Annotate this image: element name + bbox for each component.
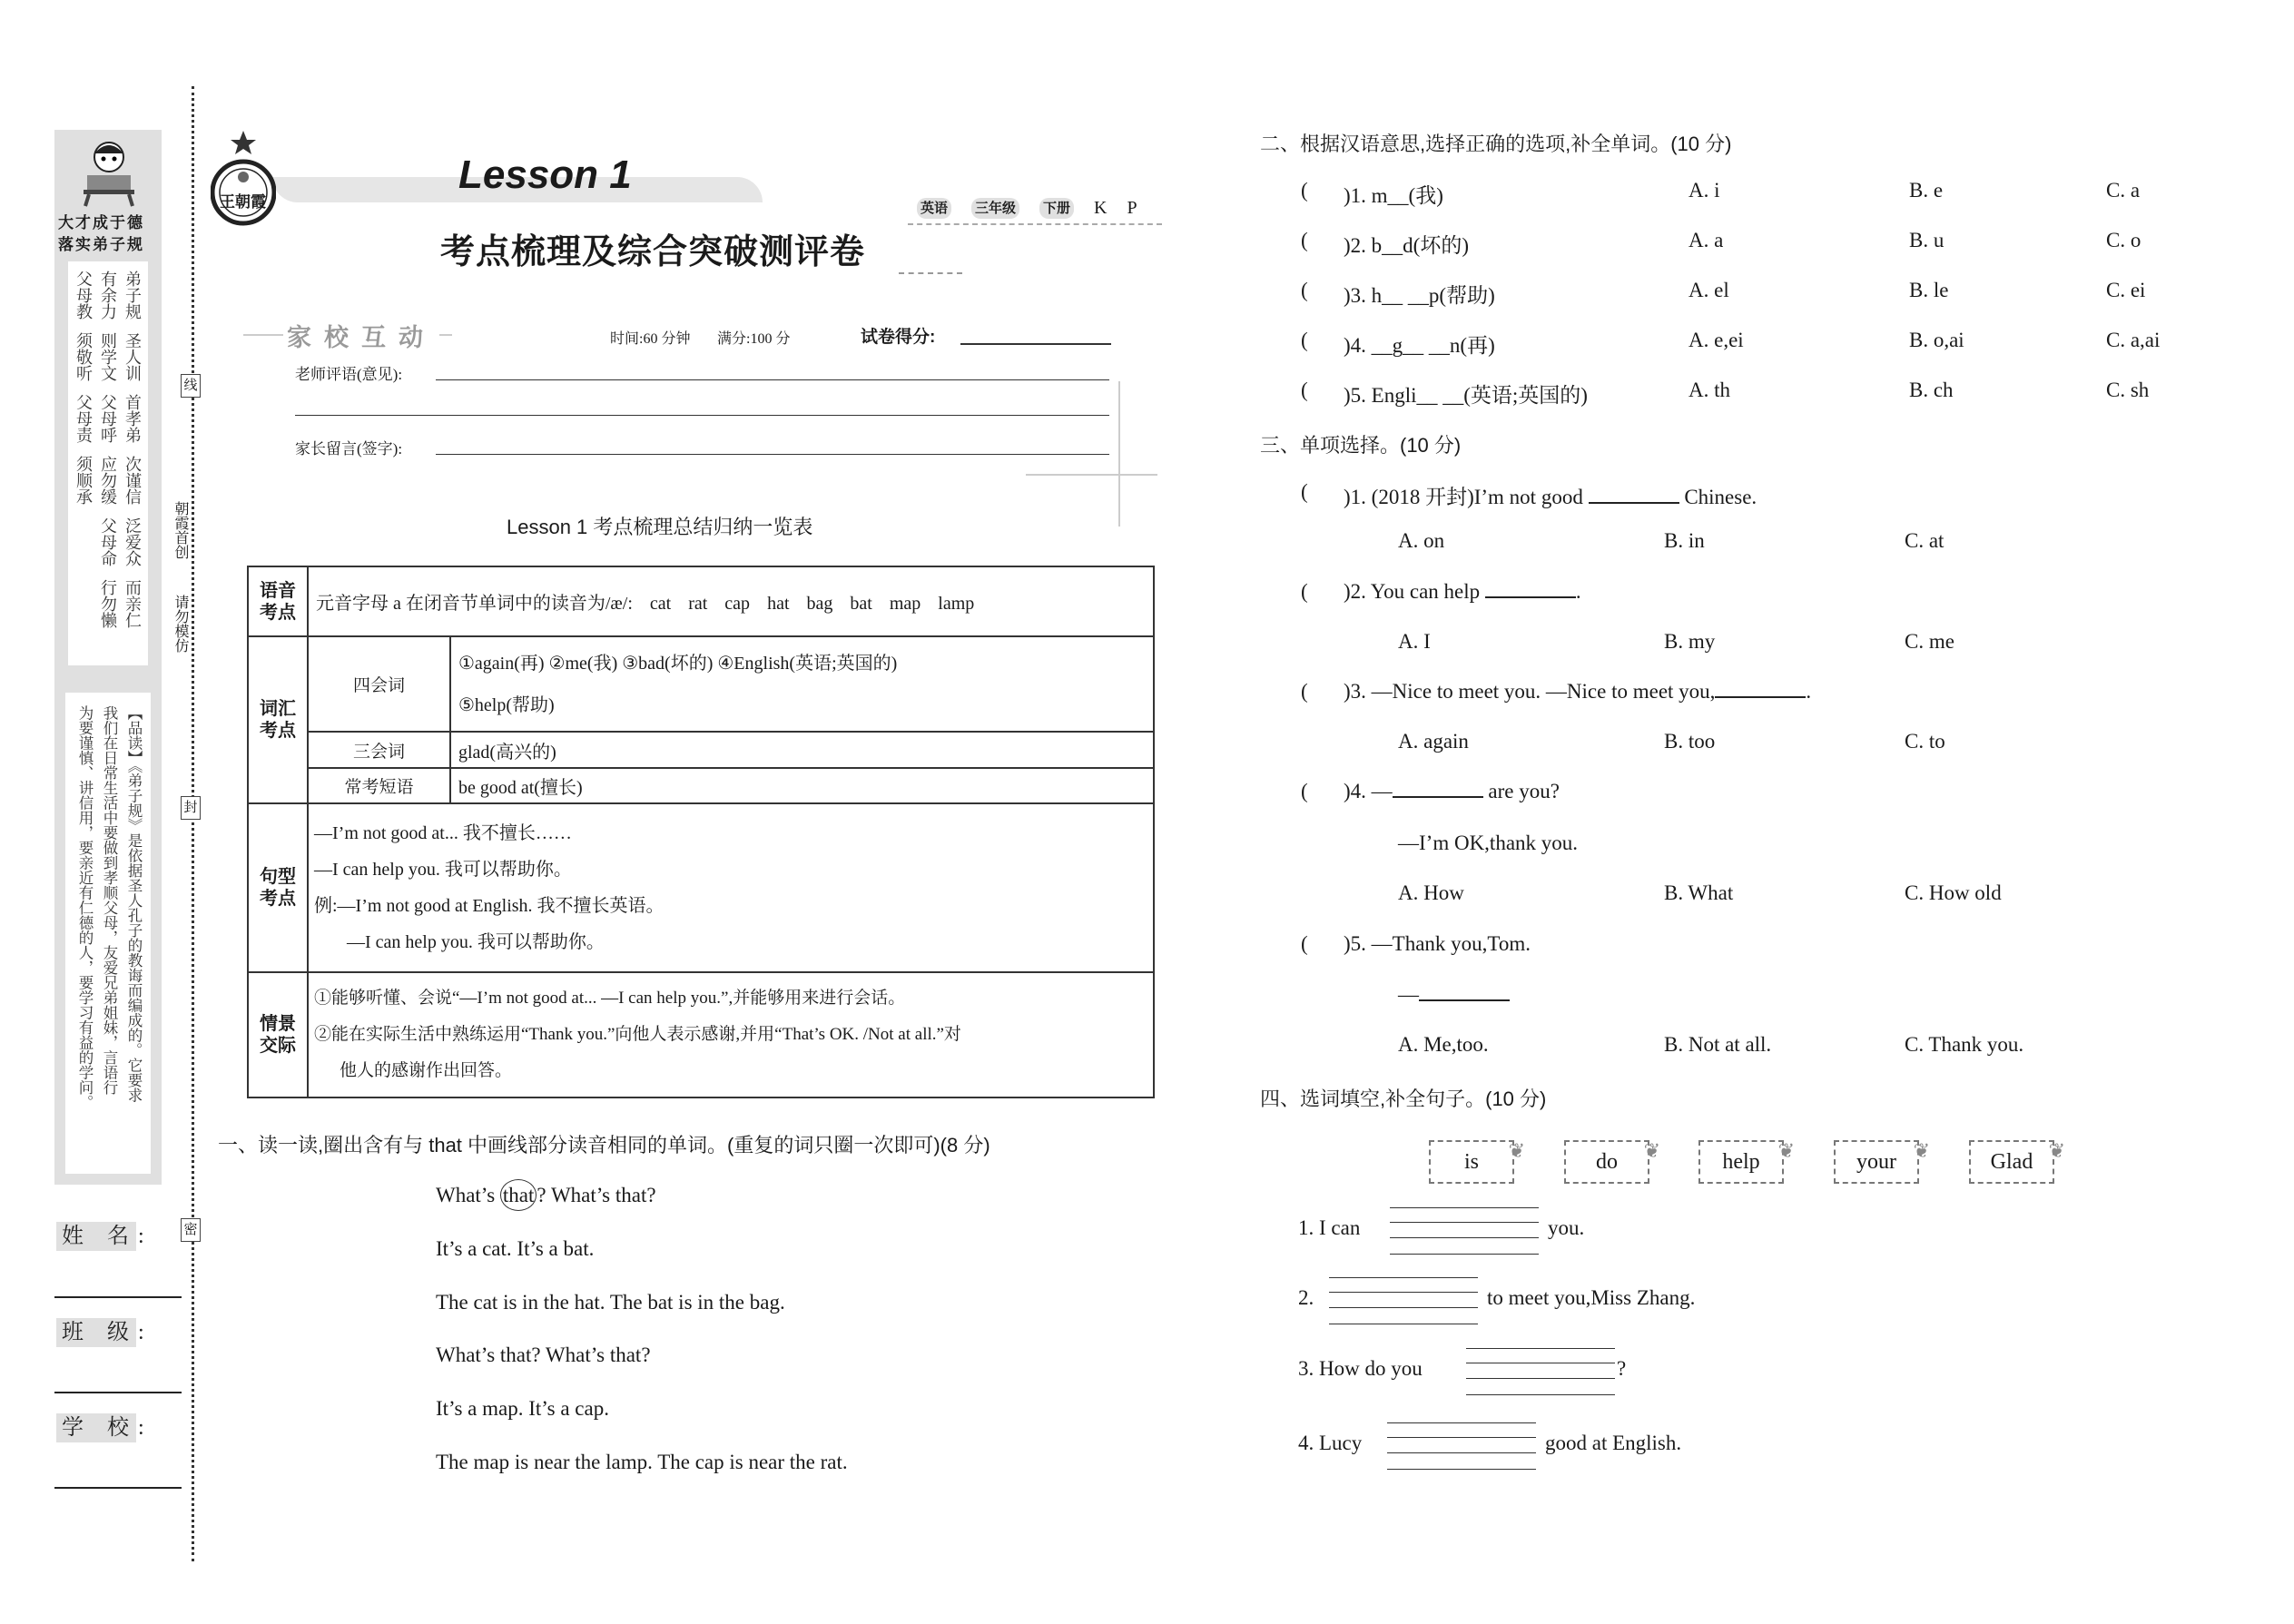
sentence-line: —I’m not good at... 我不擅长……	[314, 823, 572, 843]
vocab-value: glad(高兴的)	[450, 732, 1154, 768]
poem-group: 则学文	[99, 332, 117, 381]
question-text: )3. h__ __p(帮助)	[1344, 284, 1495, 307]
option-b: B. Not at all.	[1664, 1033, 1772, 1056]
answer-bracket[interactable]: (	[1301, 179, 1308, 202]
pindu-box	[65, 693, 151, 1174]
cut-label: 密	[181, 1218, 201, 1242]
tag-k: K	[1094, 198, 1108, 218]
school-label: 学 校:	[56, 1413, 136, 1442]
question-text: )2. You can help .	[1344, 580, 1581, 603]
poem-box	[68, 261, 148, 665]
word-choice: your ❦	[1834, 1140, 1919, 1184]
poem-group: 圣人训	[123, 332, 142, 381]
question-text: )3. —Nice to meet you. —Nice to meet you, .	[1344, 680, 1812, 703]
school-field[interactable]	[54, 1487, 182, 1489]
phonics-word: lamp	[938, 594, 975, 614]
word-choice: is ❦	[1429, 1140, 1514, 1184]
tag-volume: 下册	[1039, 198, 1074, 219]
circled-word: that	[500, 1179, 537, 1211]
pindu-line: 为要谨慎、讲信用，要亲近有仁德的人，要学习有益的学问。	[76, 705, 94, 1110]
situation-label: 情景交际	[248, 972, 308, 1097]
sprout-icon: ❦	[1777, 1139, 1795, 1162]
option-c: C. How old	[1905, 881, 2002, 904]
option-b: B. u	[1909, 229, 1944, 251]
option-c: C. o	[2106, 229, 2141, 251]
option-a: A. el	[1689, 279, 1729, 301]
answer-bracket[interactable]: (	[1301, 580, 1308, 603]
answer-bracket[interactable]: (	[1301, 932, 1308, 955]
option-a: A. e,ei	[1689, 329, 1744, 351]
option-b: B. le	[1909, 279, 1949, 301]
answer-bracket[interactable]: (	[1301, 329, 1308, 351]
pindu-line: 【品读】《弟子规》是依据圣人孔子的教诲而编成的。它要求	[125, 705, 143, 1103]
part1-line[interactable]: What’s that? What’s that?	[436, 1343, 651, 1366]
writing-lines[interactable]	[1390, 1207, 1539, 1255]
cut-line	[192, 86, 194, 1561]
poem-group: 而亲仁	[123, 579, 142, 628]
poem-group: 应勿缓	[99, 456, 117, 505]
answer-bracket[interactable]: (	[1301, 229, 1308, 251]
phonics-text: 元音字母 a 在闭音节单词中的读音为/æ/:	[316, 594, 633, 614]
tag-subject: 英语	[917, 198, 951, 219]
question-text: )5. Engli__ __(英语;英国的)	[1344, 384, 1588, 407]
option-b: B. o,ai	[1909, 329, 1964, 351]
sentence-line: 例:—I’m not good at English. 我不擅长英语。	[314, 896, 665, 916]
cut-label: 线	[181, 374, 201, 398]
word-choice: Glad ❦	[1969, 1140, 2054, 1184]
fill-sentence: you.	[1548, 1216, 1585, 1239]
poem-column	[123, 271, 143, 641]
question-reply: —	[1398, 983, 1510, 1007]
margin-note: 请勿模仿	[172, 595, 188, 653]
part1-line[interactable]: The map is near the lamp. The cap is near the rat.	[436, 1451, 848, 1473]
class-label: 班 级:	[56, 1318, 136, 1347]
question-text: )1. (2018 开封)I’m not good Chinese.	[1344, 486, 1757, 508]
writing-lines[interactable]	[1329, 1277, 1478, 1324]
name-label: 姓 名:	[56, 1222, 136, 1251]
vocab-key: 常考短语	[308, 768, 450, 803]
fill-sentence: 4. Lucy	[1298, 1432, 1363, 1454]
option-c: C. at	[1905, 529, 1944, 552]
option-c: C. sh	[2106, 379, 2150, 401]
phonics-word: bag	[806, 594, 833, 614]
poem-group: 有余力	[99, 271, 117, 320]
phonics-word: bat	[850, 594, 872, 614]
score-field[interactable]	[960, 343, 1111, 345]
option-c: C. me	[1905, 630, 1954, 653]
situation-line: ①能够听懂、会说“—I’m not good at... —I can help you.”,并能够用来进行会话。	[314, 989, 906, 1008]
option-b: B. What	[1664, 881, 1734, 904]
part1-line[interactable]: The cat is in the hat. The bat is in the bag.	[436, 1291, 785, 1314]
phonics-word: hat	[767, 594, 790, 614]
book-tags	[917, 198, 1137, 219]
option-c: C. to	[1905, 730, 1945, 753]
poem-group: 须敬听	[74, 332, 93, 381]
option-b: B. in	[1664, 529, 1705, 552]
poem-group: 泛爱众	[123, 517, 142, 566]
part1-line[interactable]: It’s a cat. It’s a bat.	[436, 1237, 595, 1260]
lesson-title: Lesson 1	[458, 153, 632, 197]
option-a: A. How	[1398, 881, 1464, 904]
poem-group: 须顺承	[74, 456, 93, 505]
option-c: C. Thank you.	[1905, 1033, 2024, 1056]
vocab-label: 词汇考点	[248, 636, 308, 803]
decor-line	[1118, 381, 1120, 527]
poem-group: 父母呼	[99, 394, 117, 443]
poem-column	[74, 271, 94, 517]
tag-p: P	[1127, 198, 1137, 218]
slogan-2: 落实弟子规	[58, 236, 144, 253]
sprout-icon: ❦	[1508, 1139, 1525, 1162]
poem-group: 父母教	[74, 271, 93, 320]
sidebar-panel	[54, 130, 162, 1185]
option-c: C. a,ai	[2106, 329, 2161, 351]
poem-group: 父母命	[99, 517, 117, 566]
logo	[211, 127, 276, 245]
summary-title: Lesson 1 考点梳理总结归纳一览表	[507, 516, 813, 538]
parent-comment-label: 家长留言(签字):	[295, 440, 403, 458]
answer-bracket[interactable]: (	[1301, 680, 1308, 703]
answer-bracket[interactable]: (	[1301, 379, 1308, 401]
fill-sentence: 2.	[1298, 1286, 1314, 1309]
part3-heading: 三、单项选择。(10 分)	[1260, 434, 1462, 457]
summary-table	[247, 566, 1155, 1098]
question-reply: —I’m OK,thank you.	[1398, 832, 1579, 854]
phonics-word: cap	[724, 594, 751, 614]
sprout-icon: ❦	[1913, 1139, 1930, 1162]
option-a: A. on	[1398, 529, 1445, 552]
option-c: C. a	[2106, 179, 2141, 202]
poem-column	[98, 271, 118, 641]
time-limit: 时间:60 分钟	[610, 331, 691, 347]
part2-heading: 二、根据汉语意思,选择正确的选项,补全单词。(10 分)	[1260, 133, 1732, 155]
answer-bracket[interactable]: (	[1301, 480, 1308, 503]
option-a: A. I	[1398, 630, 1431, 653]
vocab-value: ①again(再) ②me(我) ③bad(坏的) ④English(英语;英国的) ⑤help(帮助)	[450, 636, 1154, 732]
writing-lines[interactable]	[1466, 1348, 1615, 1395]
option-b: B. ch	[1909, 379, 1954, 401]
part4-heading: 四、选词填空,补全句子。(10 分)	[1260, 1088, 1547, 1110]
writing-lines[interactable]	[1387, 1422, 1536, 1470]
situation-line: 他人的感谢作出回答。	[340, 1061, 513, 1080]
situation-line: ②能在实际生活中熟练运用“Thank you.”向他人表示感谢,并用“That’s OK. /Not at all.”对	[314, 1025, 961, 1044]
part1-heading: 一、读一读,圈出含有与 that 中画线部分读音相同的单词。(重复的词只圈一次即可)(8 分)	[218, 1134, 990, 1156]
sentence-line: —I can help you. 我可以帮助你。	[314, 860, 572, 880]
divider	[899, 272, 962, 274]
sentence-content	[308, 803, 1154, 972]
option-a: A. i	[1689, 179, 1720, 202]
word-choice: do ❦	[1564, 1140, 1649, 1184]
answer-bracket[interactable]: (	[1301, 279, 1308, 301]
pindu-line: 我们在日常生活中要做到孝顺父母，友爱兄弟姐妹，言语行	[101, 705, 118, 1095]
situation-content	[308, 972, 1154, 1097]
page-title: 考点梳理及综合突破测评卷	[440, 233, 866, 271]
class-field[interactable]	[54, 1392, 182, 1393]
score-label: 试卷得分:	[861, 328, 936, 347]
full-score: 满分:100 分	[717, 331, 791, 347]
fill-sentence: ?	[1617, 1357, 1627, 1380]
vocab-key: 四会词	[308, 636, 450, 732]
option-a: A. th	[1689, 379, 1730, 401]
question-text: )5. —Thank you,Tom.	[1344, 932, 1531, 955]
option-a: A. again	[1398, 730, 1469, 753]
fill-sentence: to meet you,Miss Zhang.	[1487, 1286, 1696, 1309]
parent-comment-field[interactable]	[436, 454, 1109, 455]
part1-line[interactable]: It’s a map. It’s a cap.	[436, 1397, 609, 1420]
name-field[interactable]	[54, 1296, 182, 1298]
option-b: B. e	[1909, 179, 1944, 202]
option-a: A. a	[1689, 229, 1724, 251]
poem-group: 弟子规	[123, 271, 142, 320]
teacher-comment-label: 老师评语(意见):	[295, 366, 403, 383]
fill-sentence: 1. I can	[1298, 1216, 1361, 1239]
phonics-word: map	[889, 594, 921, 614]
question-text: )4. __g__ __n(再)	[1344, 334, 1495, 357]
teacher-comment-field[interactable]	[436, 379, 1109, 380]
poem-group: 父母责	[74, 394, 93, 443]
sentence-line: —I can help you. 我可以帮助你。	[347, 932, 605, 952]
answer-bracket[interactable]: (	[1301, 780, 1308, 802]
option-b: B. my	[1664, 630, 1716, 653]
poem-group: 首孝弟	[123, 394, 142, 443]
option-c: C. ei	[2106, 279, 2146, 301]
option-a: A. Me,too.	[1398, 1033, 1489, 1056]
vocab-value: be good at(擅长)	[450, 768, 1154, 803]
fill-sentence: 3. How do you	[1298, 1357, 1423, 1380]
question-text: )2. b__d(坏的)	[1344, 234, 1469, 257]
cut-label: 封	[181, 796, 201, 820]
vocab-key: 三会词	[308, 732, 450, 768]
question-text: )4. — are you?	[1344, 780, 1560, 802]
option-b: B. too	[1664, 730, 1716, 753]
sprout-icon: ❦	[2048, 1139, 2065, 1162]
phonics-content	[308, 566, 1154, 636]
divider	[908, 223, 1162, 225]
tag-grade: 三年级	[971, 198, 1019, 219]
question-text: )1. m__(我)	[1344, 184, 1443, 207]
slogan-1: 大才成于德	[58, 214, 144, 231]
sprout-icon: ❦	[1643, 1139, 1660, 1162]
fill-sentence: good at English.	[1545, 1432, 1682, 1454]
banner-home-school: 家校互动	[283, 318, 439, 353]
sentence-label: 句型考点	[248, 803, 308, 972]
phonics-word: cat	[649, 594, 672, 614]
part1-example: What’s that ? What’s that?	[436, 1184, 656, 1207]
phonics-word: rat	[688, 594, 708, 614]
word-choice: help ❦	[1698, 1140, 1784, 1184]
margin-note: 朝霞首创	[172, 501, 188, 559]
phonics-label: 语音考点	[248, 566, 308, 636]
mascot-icon	[82, 137, 136, 208]
poem-group: 次谨信	[123, 456, 142, 505]
decor-line	[1026, 474, 1157, 476]
logo-text: 王朝霞	[220, 193, 266, 211]
poem-group: 行勿懒	[99, 579, 117, 628]
teacher-comment-field-2[interactable]	[295, 415, 1109, 416]
